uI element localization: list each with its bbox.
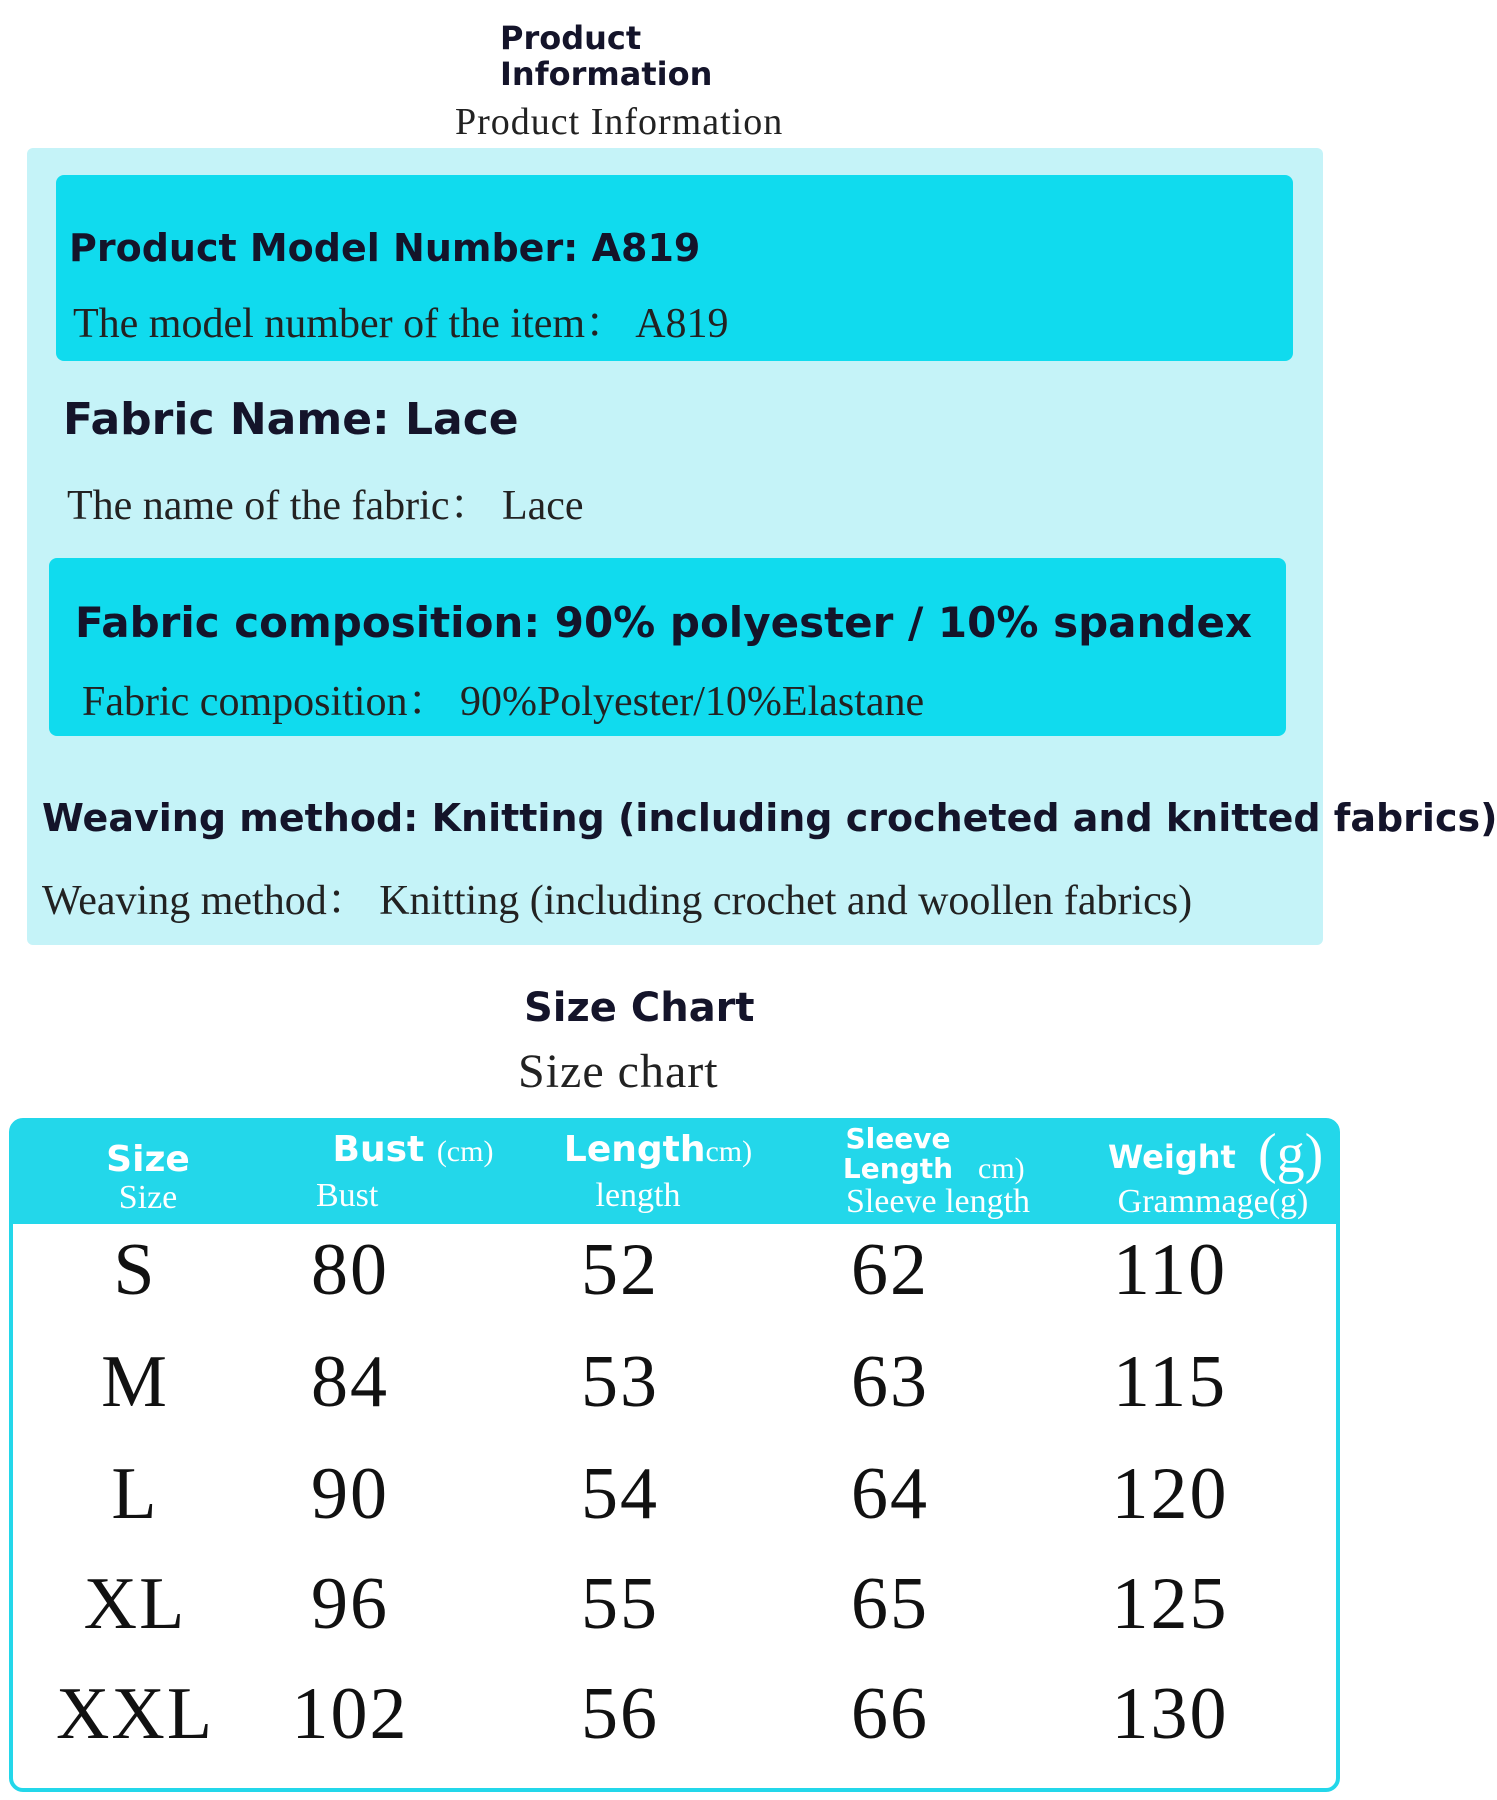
cell-sleeve-length-m: 63 xyxy=(851,1341,929,1423)
cell-length-xxl: 56 xyxy=(581,1673,659,1755)
cell-length-l: 54 xyxy=(581,1453,659,1535)
column-header-sleeve-length: Sleeve Length cm) Sleeve length xyxy=(842,1122,1031,1220)
cell-length-m: 53 xyxy=(581,1341,659,1423)
cell-bust-xxl: 102 xyxy=(291,1673,409,1755)
model-number-text: The model number of the item： A819 xyxy=(73,301,729,347)
cell-size-m: M xyxy=(101,1341,169,1423)
size-chart-title: Size Chart xyxy=(524,985,755,1031)
composition-heading: Fabric composition: 90% polyester / 10% spandex xyxy=(75,598,1253,647)
model-number-heading: Product Model Number: A819 xyxy=(69,226,701,270)
fabric-name-text: The name of the fabric： Lace xyxy=(67,483,584,529)
cell-sleeve-length-s: 62 xyxy=(851,1229,929,1311)
cell-length-xl: 55 xyxy=(581,1563,659,1645)
column-header-bust: Bust (cm) Bust xyxy=(316,1129,494,1214)
cell-sleeve-length-l: 64 xyxy=(851,1453,929,1535)
cell-bust-m: 84 xyxy=(311,1341,389,1423)
fabric-name-heading: Fabric Name: Lace xyxy=(63,394,519,445)
composition-text: Fabric composition： 90%Polyester/10%Elastane xyxy=(82,679,925,725)
cell-length-s: 52 xyxy=(581,1229,659,1311)
size-table-header xyxy=(13,1122,1336,1224)
cell-bust-l: 90 xyxy=(311,1453,389,1535)
cell-size-l: L xyxy=(111,1453,159,1535)
cell-sleeve-length-xl: 65 xyxy=(851,1563,929,1645)
cell-weight-l: 120 xyxy=(1111,1453,1229,1535)
page-title: Product Information xyxy=(500,19,713,93)
cell-bust-s: 80 xyxy=(311,1229,389,1311)
column-header-weight: Weight (g) Grammage(g) xyxy=(1108,1123,1324,1220)
cell-size-xxl: XXL xyxy=(55,1673,215,1755)
cell-sleeve-length-xxl: 66 xyxy=(851,1673,929,1755)
weaving-method-heading: Weaving method: Knitting (including crocheted and knitted fabrics) xyxy=(42,796,1497,840)
cell-size-xl: XL xyxy=(83,1563,187,1645)
cell-bust-xl: 96 xyxy=(311,1563,389,1645)
column-header-size: Size Size xyxy=(106,1139,190,1216)
cell-weight-s: 110 xyxy=(1112,1229,1228,1311)
weaving-method-text: Weaving method： Knitting (including crochet and woollen fabrics) xyxy=(42,878,1193,924)
cell-weight-xl: 125 xyxy=(1111,1563,1229,1645)
cell-size-s: S xyxy=(113,1229,157,1311)
cell-weight-xxl: 130 xyxy=(1111,1673,1229,1755)
size-chart-subtitle: Size chart xyxy=(518,1045,719,1098)
column-header-length: Lengthcm) length xyxy=(563,1129,753,1214)
cell-weight-m: 115 xyxy=(1112,1341,1228,1423)
page-subtitle: Product Information xyxy=(455,101,784,143)
